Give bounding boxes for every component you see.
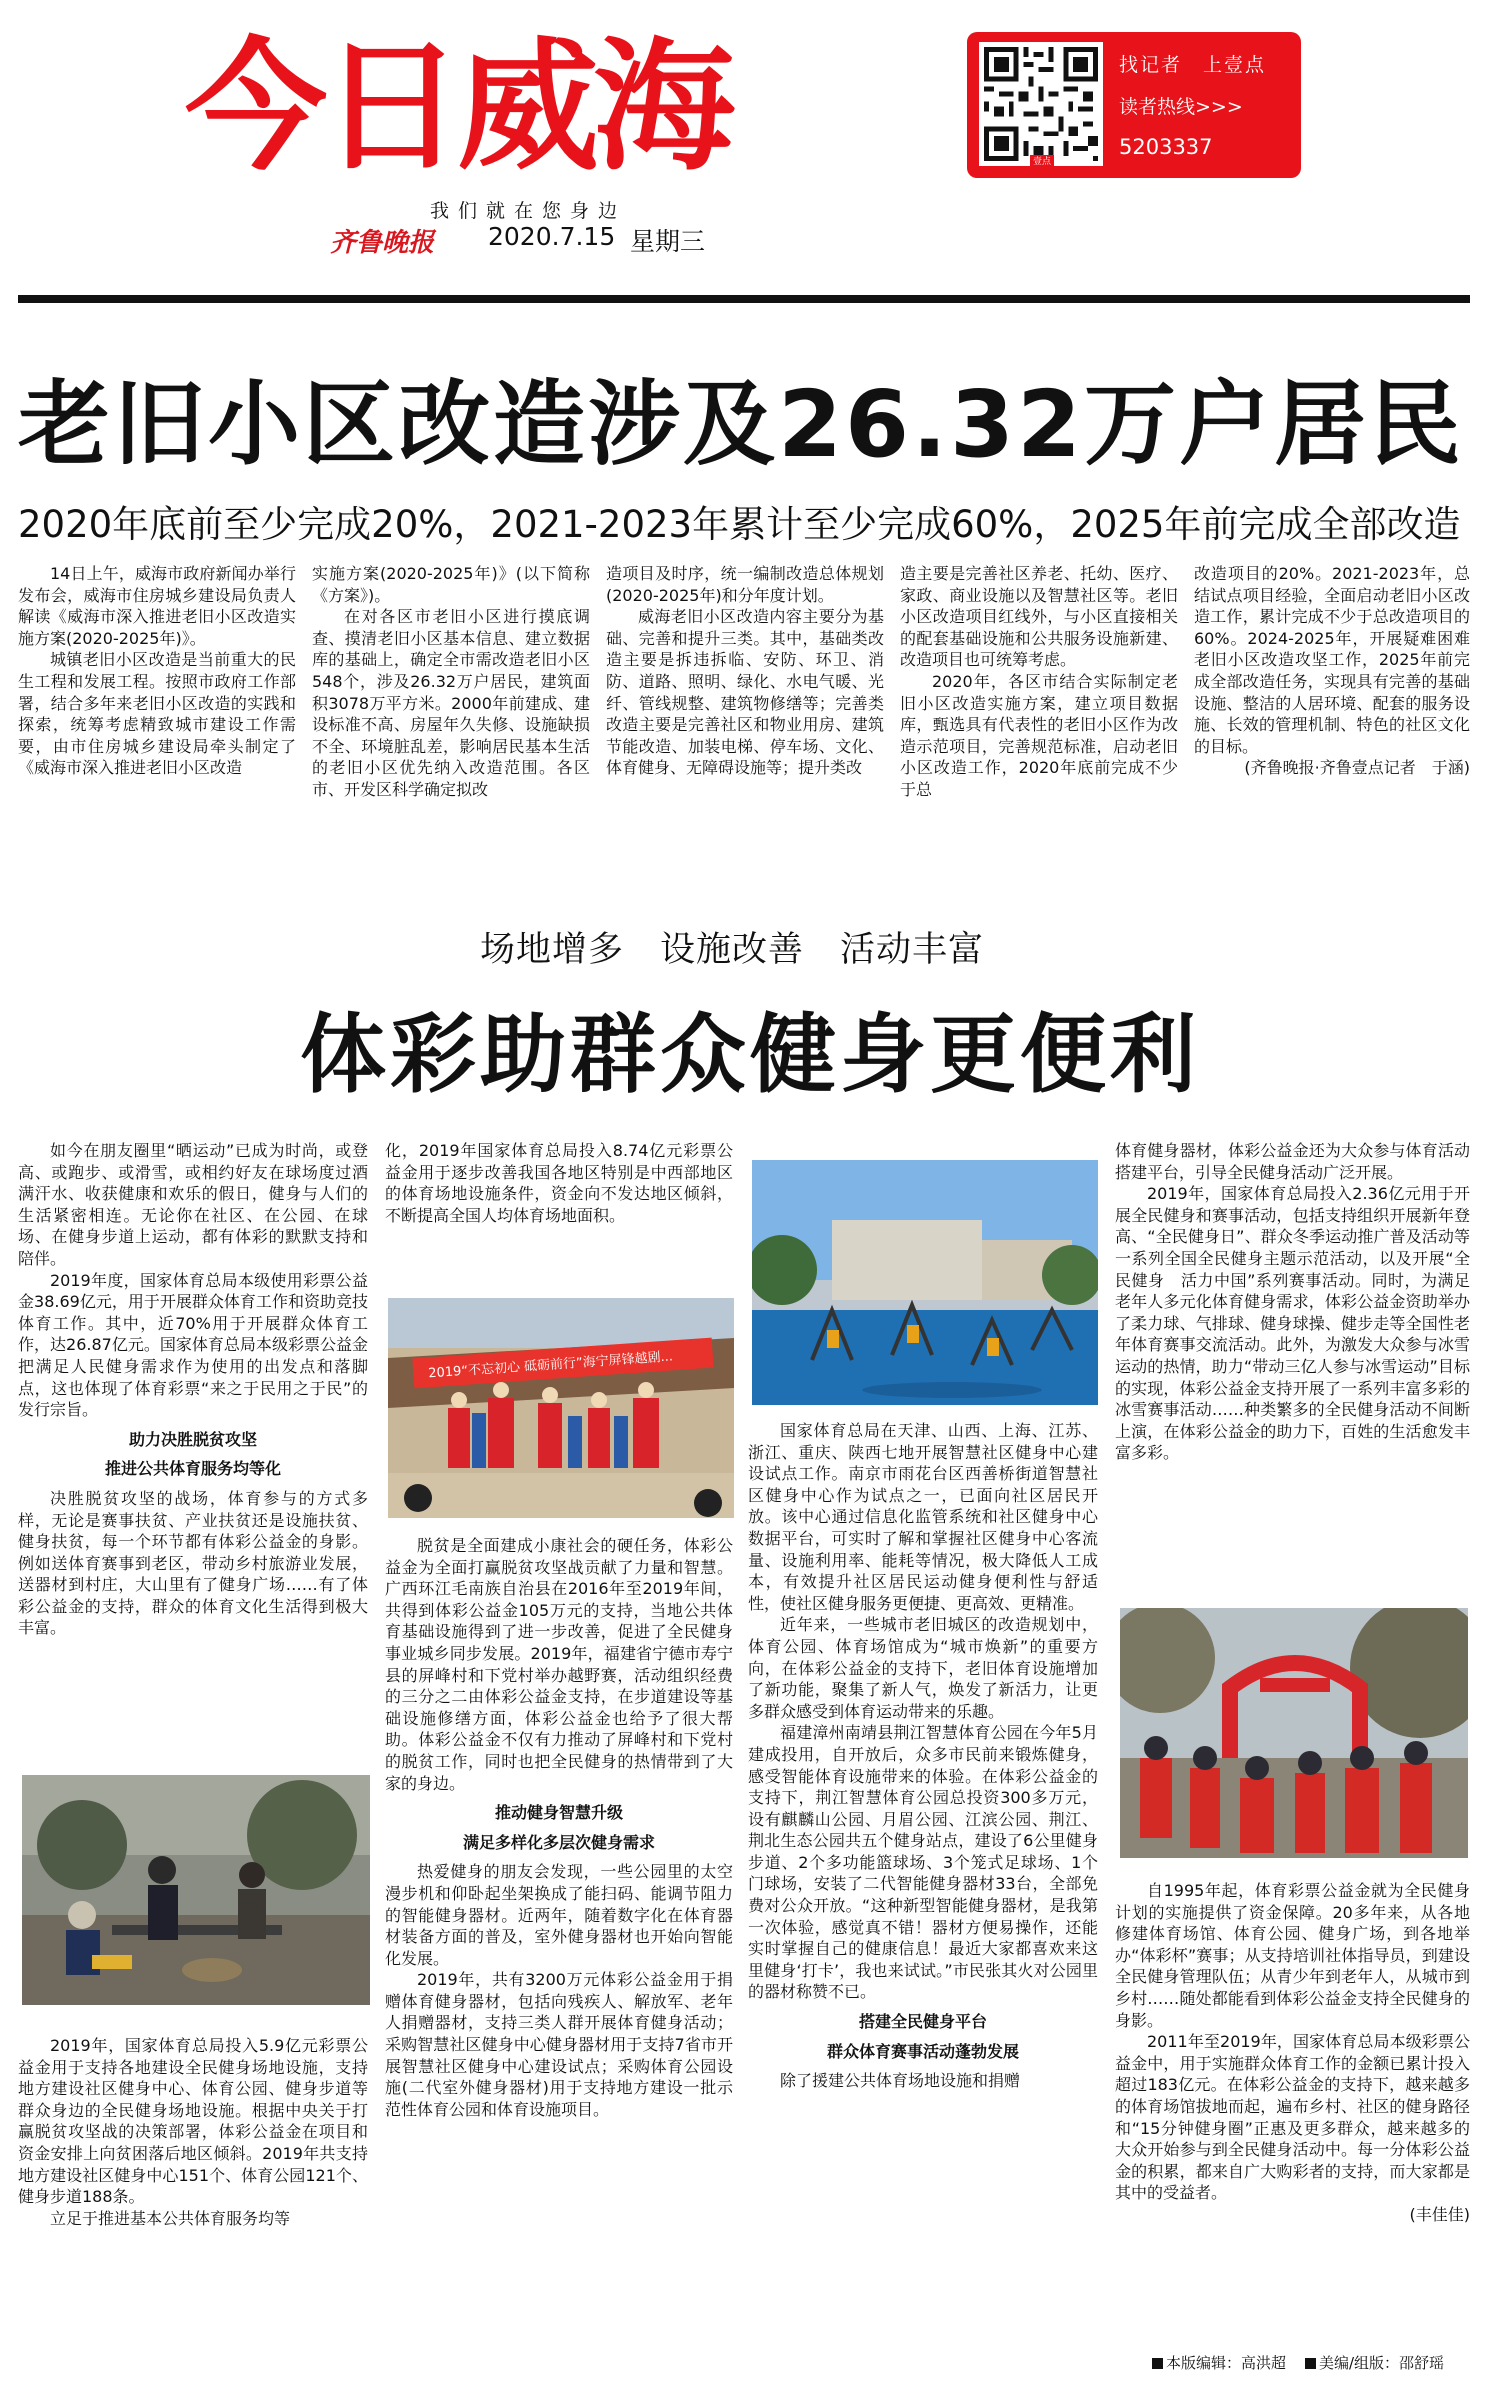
hotline-slogan: 找记者 上壹点	[1119, 54, 1267, 76]
paragraph: 改造项目的20%。2021-2023年，总结试点项目经验，全面启动老旧小区改造工作，累计完成不少于总改造项目的60%。2024-2025年，开展疑难困难老旧小区改造攻坚工作，2025年前完成全部改造任务，实现具有完善的基础设施、整洁的人居环境、配套的服务设施、长效的管理机制、特色的社区文化的目标。	[1194, 564, 1470, 756]
paragraph: 除了援建公共体育场地设施和捐赠	[780, 2071, 1021, 2091]
photo-opera-performance	[388, 1298, 734, 1518]
masthead-title: 今日威海	[185, 25, 729, 190]
square-bullet-icon	[1152, 2358, 1163, 2369]
photo-villagers-fitness	[22, 1775, 370, 2005]
story2-byline: (丰佳佳)	[1409, 2204, 1470, 2224]
story2-column-2-top	[385, 1140, 733, 1280]
paragraph: 体育健身器材，体彩公益金还为大众参与体育活动搭建平台，引导全民健身活动广泛开展。	[1115, 1141, 1470, 1182]
paragraph: 14日上午，威海市政府新闻办举行发布会，威海市住房城乡建设局负责人解读《威海市深入推进老旧小区改造实施方案(2020-2025年)》。	[18, 564, 296, 648]
section-subhead: 助力决胜脱贫攻坚	[128, 1429, 257, 1449]
paragraph: 近年来，一些城市老旧城区的改造规划中，体育公园、体育场馆成为“城市焕新”的重要方向，在体彩公益金的支持下，老旧体育设施增加了新功能，聚集了新人气，焕发了新活力，让更多群众感受到体育运动带来的乐趣。	[748, 1615, 1098, 1721]
paragraph: 脱贫是全面建成小康社会的硬任务，体彩公益金为全面打赢脱贫攻坚战贡献了力量和智慧。广西环江毛南族自治县在2016年至2019年间，共得到体彩公益金105万元的支持，当地公共体育基础设施得到了进一步改善，促进了全民健身事业城乡同步发展。2019年，福建省宁德市寿宁县的屏峰村和下党村举办越野赛，活动组织经费的三分之二由体彩公益金支持，在步道建设等基础设施修缮方面，体彩公益金也给予了很大帮助。体彩公益金不仅有力推动了屏峰村和下党村的脱贫工作，同时也把全民健身的热情带到了大家的身边。	[385, 1536, 733, 1793]
paragraph: 2019年，共有3200万元体彩公益金用于捐赠体育健身器材，包括向残疾人、解放军、老年人捐赠器材，支持三类人群开展体育健身活动；采购智慧社区健身中心健身器材用于支持7省市开展智慧社区健身中心建设试点；采购体育公园设施(二代室外健身器材)用于支持地方建设一批示范性体育公园和体育设施项目。	[385, 1970, 733, 2119]
section-subhead: 满足多样化多层次健身需求	[462, 1832, 655, 1852]
square-bullet-icon	[1305, 2358, 1316, 2369]
masthead-divider	[18, 295, 1470, 303]
paragraph: 如今在朋友圈里“晒运动”已成为时尚，或登高、或跑步、或滑雪，或相约好友在球场度过酒满汗水、收获健康和欢乐的假日，健身与人们的生活紧密相连。无论你在社区、在公园、在球场、在健身步道上运动，都有体彩的默默支持和陪伴。	[18, 1141, 368, 1268]
paragraph: 2019年，国家体育总局投入5.9亿元彩票公益金用于支持各地建设全民健身场地设施，支持地方建设社区健身中心、体育公园、健身步道等群众身边的全民健身场地设施。根据中央关于打赢脱贫攻坚战的决策部署，体彩公益金在项目和资金安排上向贫困落后地区倾斜。2019年共支持地方建设社区健身中心151个、体育公园121个、健身步道188条。	[18, 2036, 368, 2207]
paragraph: 福建漳州南靖县荆江智慧体育公园在今年5月建成投用，自开放后，众多市民前来锻炼健身，感受智能体育设施带来的体验。在体彩公益金的支持下，荆江智慧体育公园总投资300多万元，设有麒麟山公园、月眉公园、江滨公园、荆江、荆北生态公园共五个健身站点，建设了6公里健身步道、2个多功能篮球场、3个笼式足球场、1个门球场，安装了二代智能健身器材33台，全部免费对公众开放。“这种新型智能健身器材，是我第一次体验，感觉真不错！器材方便易操作，还能实时掌握自己的健康信息！最近大家都喜欢来这里健身‘打卡’，我也来试试。”市民张其火对公园里的器材称赞不已。	[748, 1723, 1098, 2002]
paragraph: 2019年，国家体育总局投入2.36亿元用于开展全民健身和赛事活动，包括支持组织开展新年登高、“全民健身日”、群众冬季运动推广普及活动等一系列全国全民健身主题示范活动，以及开展“全民健身 活力中国”系列赛事活动。同时，为满足老年人多元化体育健身需求，体彩公益金资助举办了柔力球、气排球、健身球操、健步走等全国性老年体育赛事交流活动。此外，为激发大众参与冰雪运动的热情，助力“带动三亿人参与冰雪运动”目标的实现，体彩公益金支持开展了一系列丰富多彩的冰雪赛事活动……种类繁多的全民健身活动不间断上演，在体彩公益金的助力下，百姓的生活愈发丰富多彩。	[1115, 1184, 1470, 1463]
paragraph: 2020年，各区市结合实际制定老旧小区改造实施方案，建立项目数据库，甄选具有代表性的老旧小区作为改造示范项目，完善规范标准，启动老旧小区改造工作，2020年底前完成不少于总	[900, 671, 1178, 799]
section-subhead: 群众体育赛事活动蓬勃发展	[826, 2041, 1019, 2061]
story1-headline: 老旧小区改造涉及26.32万户居民	[18, 371, 1465, 478]
paragraph: 决胜脱贫攻坚的战场，体育参与的方式多样，无论是赛事扶贫、产业扶贫还是设施扶贫、健身扶贫，每一个环节都有体彩公益金的身影。例如送体育赛事到老区，带动乡村旅游业发展，送器材到村庄，大山里有了健身广场……有了体彩公益金的支持，群众的体育文化生活得到极大丰富。	[18, 1488, 368, 1638]
paragraph: 造项目及时序，统一编制改造总体规划(2020-2025年)和分年度计划。	[606, 564, 884, 605]
section-subhead: 搭建全民健身平台	[858, 2012, 987, 2032]
section-subhead: 推动健身智慧升级	[494, 1803, 623, 1823]
footer-design-text: 美编/组版：邵舒瑶	[1319, 2354, 1445, 2372]
paragraph: 热爱健身的朋友会发现，一些公园里的太空漫步机和仰卧起坐架换成了能扫码、能调节阻力的智能健身器材。近两年，随着数字化在体育器材装备方面的普及，室外健身器材也开始向智能化发展。	[385, 1862, 733, 1968]
paragraph: 实施方案(2020-2025年)》(以下简称《方案》)。	[312, 564, 590, 605]
banner-text: 2019“不忘初心 砥砺前行”海宁屏锋越剧...	[427, 1349, 674, 1382]
story2-column-4-bottom	[1115, 1880, 1470, 2300]
paragraph: 2011年至2019年，国家体育总局本级彩票公益金中，用于实施群众体育工作的金额已累计投入超过183亿元。在体彩公益金的支持下，越来越多的体育场馆拔地而起，遍布乡村、社区的健身路径和“15分钟健身圈”正惠及更多群众，越来越多的大众开始参与到全民健身活动中。每一分体彩公益金的积累，都来自广大购彩者的支持，而大家都是其中的受益者。	[1115, 2032, 1470, 2203]
story2-column-2-bottom	[385, 1535, 733, 2345]
brand-logo: 齐鲁晚报	[330, 228, 435, 258]
masthead-slogan: 我们就在您身边	[430, 200, 627, 222]
paragraph: 国家体育总局在天津、山西、上海、江苏、浙江、重庆、陕西七地开展智慧社区健身中心建设试点工作。南京市雨花台区西善桥街道智慧社区健身中心作为试点之一，已面向社区居民开放。该中心通过信息化监管系统和社区健身中心数据平台，可实时了解和掌握社区健身中心客流量、设施利用率、能耗等情况，极大降低人工成本，有效提升社区居民运动健身便利性与舒适性，使社区健身服务更便捷、更高效、更精准。	[748, 1421, 1098, 1613]
paragraph: 2019年度，国家体育总局本级使用彩票公益金38.69亿元，用于开展群众体育工作和资助竞技体育工作。其中，近70%用于开展群众体育工作，达26.87亿元。国家体育总局本级彩票公益金把满足人民健身需求作为使用的出发点和落脚点，这也体现了体育彩票“来之于民用之于民”的发行宗旨。	[18, 1270, 368, 1420]
footer-editor-text: 本版编辑：高洪超	[1166, 2354, 1287, 2372]
hotline-number[interactable]: 5203337	[1119, 135, 1213, 159]
story1-subheadline: 2020年底前至少完成20%，2021-2023年累计至少完成60%，2025年前完成全部改造	[18, 503, 1461, 546]
footer-editor	[1152, 2352, 1286, 2373]
story1-byline: (齐鲁晚报·齐鲁壹点记者 于涵)	[1244, 758, 1470, 778]
story2-column-1-bottom	[18, 2035, 368, 2355]
story1-column-5	[1194, 563, 1470, 893]
story1-column-4	[900, 563, 1178, 893]
photo-community-fitness-park	[752, 1160, 1098, 1405]
footer-design	[1305, 2352, 1444, 2373]
photo-walking-event	[1120, 1608, 1468, 1858]
story1-column-2	[312, 563, 590, 893]
paragraph: 在对各区市老旧小区进行摸底调查、摸清老旧小区基本信息、建立数据库的基础上，确定全市需改造老旧小区548个，涉及26.32万户居民，建筑面积3078万平方米。2000年前建成、建设标准不高、房屋年久失修、设施缺损不全、环境脏乱差，影响居民基本生活的老旧小区优先纳入改造范围。各区市、开发区科学确定拟改	[312, 607, 590, 799]
paragraph: 化，2019年国家体育总局投入8.74亿元彩票公益金用于逐步改善我国各地区特别是中西部地区的体育场地设施条件，资金向不发达地区倾斜，不断提高全国人均体育场地面积。	[385, 1141, 733, 1225]
paragraph: 威海老旧小区改造内容主要分为基础、完善和提升三类。其中，基础类改造主要是拆违拆临、安防、环卫、消防、道路、照明、绿化、水电气暖、光纤、管线规整、建筑物修缮等；完善类改造主要是完善社区和物业用房、建筑节能改造、加装电梯、停车场、文化、体育健身、无障碍设施等；提升类改	[606, 607, 884, 778]
publication-date: 2020.7.15	[488, 222, 616, 251]
paragraph: 造主要是完善社区养老、托幼、医疗、家政、商业设施以及智慧社区等。老旧小区改造项目红线外，与小区直接相关的配套基础设施和公共服务设施新建、改造项目也可统筹考虑。	[900, 564, 1178, 670]
paragraph: 城镇老旧小区改造是当前重大的民生工程和发展工程。按照市政府工作部署，结合多年来老旧小区改造的实践和探索，统筹考虑精致城市建设工作需要，由市住房城乡建设局牵头制定了《威海市深入推进老旧小区改造	[18, 650, 296, 778]
story2-kicker: 场地增多 设施改善 活动丰富	[480, 930, 985, 970]
paragraph: 自1995年起，体育彩票公益金就为全民健身计划的实施提供了资金保障。20多年来，从各地修建体育场馆、体育公园、健身广场，到各地举办“体彩杯”赛事；从支持培训社体指导员，到建设全民健身管理队伍；从青少年到老年人，从城市到乡村……随处都能看到体彩公益金支持全民健身的身影。	[1115, 1881, 1470, 2030]
paragraph: 立足于推进基本公共体育服务均等	[50, 2208, 291, 2228]
story2-column-3	[748, 1420, 1098, 2355]
story1-column-3	[606, 563, 884, 893]
story1-column-1	[18, 563, 296, 893]
story2-headline: 体彩助群众健身更便利	[300, 1005, 1200, 1105]
story2-column-1-top	[18, 1140, 368, 1780]
hotline-label: 读者热线>>>	[1119, 96, 1243, 118]
qr-code-icon[interactable]	[979, 42, 1103, 166]
section-subhead: 推进公共体育服务均等化	[104, 1459, 281, 1479]
qr-center-badge: 壹点	[1030, 155, 1054, 169]
story2-column-4-top	[1115, 1140, 1470, 1605]
publication-weekday: 星期三	[630, 227, 706, 256]
